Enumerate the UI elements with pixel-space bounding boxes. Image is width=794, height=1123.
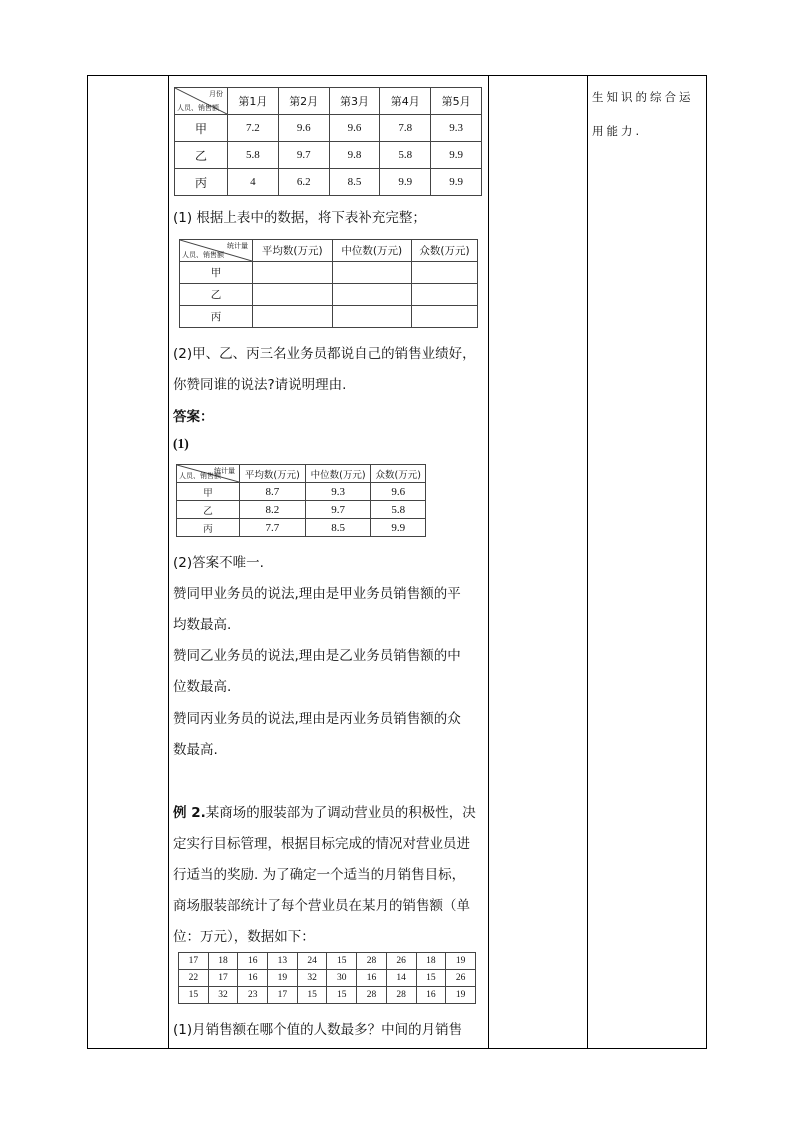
table-row bbox=[179, 987, 476, 1004]
question-2-line: (2)甲、乙、丙三名业务员都说自己的销售业绩好， bbox=[173, 346, 476, 362]
table-cell: 9.9 bbox=[380, 169, 431, 196]
statistics-blank-table bbox=[179, 239, 478, 328]
table-cell: 15 bbox=[416, 970, 446, 987]
table-cell: 8.2 bbox=[240, 501, 306, 519]
column-header: 中位数(万元) bbox=[332, 240, 412, 262]
table-cell: 4 bbox=[228, 169, 279, 196]
table-cell bbox=[332, 306, 412, 328]
table-cell: 15 bbox=[327, 987, 357, 1004]
table-cell bbox=[253, 262, 333, 284]
row-label: 乙 bbox=[177, 501, 240, 519]
table-cell: 7.7 bbox=[240, 519, 306, 537]
table-cell: 16 bbox=[416, 987, 446, 1004]
example-2-line bbox=[173, 801, 476, 821]
table-cell: 28 bbox=[357, 953, 387, 970]
table-cell: 17 bbox=[268, 987, 298, 1004]
table-corner-header bbox=[180, 240, 253, 262]
example-2-label: 例 2. bbox=[173, 805, 206, 821]
table-cell: 5.8 bbox=[380, 142, 431, 169]
table-cell: 5.8 bbox=[371, 501, 426, 519]
table-cell bbox=[253, 284, 333, 306]
answer-part-1: (1) bbox=[173, 436, 189, 451]
table-cell: 9.6 bbox=[371, 483, 426, 501]
table-row bbox=[177, 519, 426, 537]
table-cell: 24 bbox=[297, 953, 327, 970]
table-cell: 23 bbox=[238, 987, 268, 1004]
table-cell: 7.8 bbox=[380, 115, 431, 142]
question-2-line: 你赞同谁的说法?请说明理由. bbox=[173, 377, 347, 393]
table-cell: 8.7 bbox=[240, 483, 306, 501]
table-cell: 18 bbox=[416, 953, 446, 970]
main-content-column bbox=[168, 75, 488, 1049]
table-cell: 19 bbox=[268, 970, 298, 987]
answer-label: 答案： bbox=[173, 409, 214, 425]
corner-top-label: 统计量 bbox=[214, 467, 235, 475]
table-cell: 16 bbox=[238, 970, 268, 987]
table-cell: 9.8 bbox=[329, 142, 380, 169]
example-2-line: 定实行目标管理，根据目标完成的情况对营业员进 bbox=[173, 836, 470, 852]
example-2-line: 商场服装部统计了每个营业员在某月的销售额（单 bbox=[173, 898, 470, 914]
table-cell bbox=[332, 262, 412, 284]
table-cell: 28 bbox=[386, 987, 416, 1004]
column-header: 平均数(万元) bbox=[253, 240, 333, 262]
column-header: 众数(万元) bbox=[371, 465, 426, 483]
table-cell: 16 bbox=[357, 970, 387, 987]
example-2-text: 某商场的服装部为了调动营业员的积极性，决 bbox=[205, 805, 476, 821]
table-corner-header bbox=[175, 88, 228, 115]
table-cell: 19 bbox=[446, 987, 476, 1004]
table-cell: 32 bbox=[208, 987, 238, 1004]
table-cell: 26 bbox=[386, 953, 416, 970]
table-cell bbox=[412, 284, 478, 306]
monthly-sales-table bbox=[174, 87, 482, 196]
design-intent-line: 用能力. bbox=[592, 124, 643, 138]
table-cell: 7.2 bbox=[228, 115, 279, 142]
table-cell: 15 bbox=[327, 953, 357, 970]
column-header: 众数(万元) bbox=[412, 240, 478, 262]
table-cell: 18 bbox=[208, 953, 238, 970]
table-cell: 15 bbox=[297, 987, 327, 1004]
table-cell: 15 bbox=[179, 987, 209, 1004]
row-label: 甲 bbox=[175, 115, 228, 142]
example-2-question-1: (1)月销售额在哪个值的人数最多？中间的月销售 bbox=[173, 1022, 463, 1038]
row-label: 甲 bbox=[180, 262, 253, 284]
table-row bbox=[175, 142, 482, 169]
table-cell: 6.2 bbox=[278, 169, 329, 196]
row-label: 甲 bbox=[177, 483, 240, 501]
row-label: 丙 bbox=[175, 169, 228, 196]
column-header: 平均数(万元) bbox=[240, 465, 306, 483]
column-header: 第2月 bbox=[278, 88, 329, 115]
table-row bbox=[179, 970, 476, 987]
table-cell: 5.8 bbox=[228, 142, 279, 169]
column-header: 第4月 bbox=[380, 88, 431, 115]
table-cell: 9.7 bbox=[305, 501, 371, 519]
column-divider bbox=[488, 76, 489, 1048]
table-row bbox=[175, 169, 482, 196]
table-cell: 17 bbox=[208, 970, 238, 987]
table-cell: 9.9 bbox=[431, 142, 482, 169]
row-label: 丙 bbox=[180, 306, 253, 328]
table-cell: 14 bbox=[386, 970, 416, 987]
table-row bbox=[175, 115, 482, 142]
table-row bbox=[177, 501, 426, 519]
corner-bottom-label: 人员、销售额 bbox=[182, 251, 224, 259]
corner-top-label: 月份 bbox=[209, 90, 223, 98]
corner-bottom-label: 人员、销售额 bbox=[179, 472, 221, 480]
example-2-line: 行适当的奖励. 为了确定一个适当的月销售目标， bbox=[173, 867, 466, 883]
table-cell: 30 bbox=[327, 970, 357, 987]
reason-line: 赞同甲业务员的说法,理由是甲业务员销售额的平 bbox=[173, 586, 461, 602]
table-cell: 17 bbox=[179, 953, 209, 970]
example-2-line: 位：万元），数据如下： bbox=[173, 929, 315, 945]
table-cell: 8.5 bbox=[305, 519, 371, 537]
table-cell: 9.6 bbox=[329, 115, 380, 142]
table-cell: 16 bbox=[238, 953, 268, 970]
table-cell: 28 bbox=[357, 987, 387, 1004]
table-cell: 8.5 bbox=[329, 169, 380, 196]
sales-data-table bbox=[178, 952, 476, 1004]
table-cell: 9.9 bbox=[371, 519, 426, 537]
row-label: 乙 bbox=[175, 142, 228, 169]
table-cell: 32 bbox=[297, 970, 327, 987]
table-cell bbox=[412, 306, 478, 328]
reason-line: 赞同丙业务员的说法,理由是丙业务员销售额的众 bbox=[173, 711, 461, 727]
table-cell: 26 bbox=[446, 970, 476, 987]
table-row bbox=[180, 262, 478, 284]
table-cell bbox=[332, 284, 412, 306]
question-1: (1) 根据上表中的数据，将下表补充完整； bbox=[173, 210, 426, 226]
table-cell: 9.3 bbox=[305, 483, 371, 501]
table-cell: 22 bbox=[179, 970, 209, 987]
table-cell: 9.6 bbox=[278, 115, 329, 142]
table-cell bbox=[253, 306, 333, 328]
design-intent-column bbox=[592, 80, 702, 148]
table-cell: 13 bbox=[268, 953, 298, 970]
table-row bbox=[180, 284, 478, 306]
table-cell bbox=[412, 262, 478, 284]
answer-part-2: (2)答案不唯一. bbox=[173, 555, 264, 571]
column-header: 第3月 bbox=[329, 88, 380, 115]
table-corner-header bbox=[177, 465, 240, 483]
column-divider bbox=[587, 76, 588, 1048]
corner-bottom-label: 人员、销售额 bbox=[177, 104, 219, 112]
reason-line: 位数最高. bbox=[173, 679, 232, 695]
table-row bbox=[179, 953, 476, 970]
statistics-answer-table bbox=[176, 464, 426, 537]
design-intent-line: 生知识的综合运 bbox=[592, 90, 694, 104]
corner-top-label: 统计量 bbox=[227, 242, 248, 250]
reason-line: 数最高. bbox=[173, 742, 218, 758]
table-row bbox=[177, 483, 426, 501]
table-cell: 19 bbox=[446, 953, 476, 970]
column-header: 第1月 bbox=[228, 88, 279, 115]
row-label: 丙 bbox=[177, 519, 240, 537]
table-cell: 9.7 bbox=[278, 142, 329, 169]
column-header: 中位数(万元) bbox=[305, 465, 371, 483]
table-cell: 9.9 bbox=[431, 169, 482, 196]
reason-line: 均数最高. bbox=[173, 617, 232, 633]
table-row bbox=[180, 306, 478, 328]
row-label: 乙 bbox=[180, 284, 253, 306]
reason-line: 赞同乙业务员的说法,理由是乙业务员销售额的中 bbox=[173, 648, 461, 664]
table-cell: 9.3 bbox=[431, 115, 482, 142]
column-header: 第5月 bbox=[431, 88, 482, 115]
